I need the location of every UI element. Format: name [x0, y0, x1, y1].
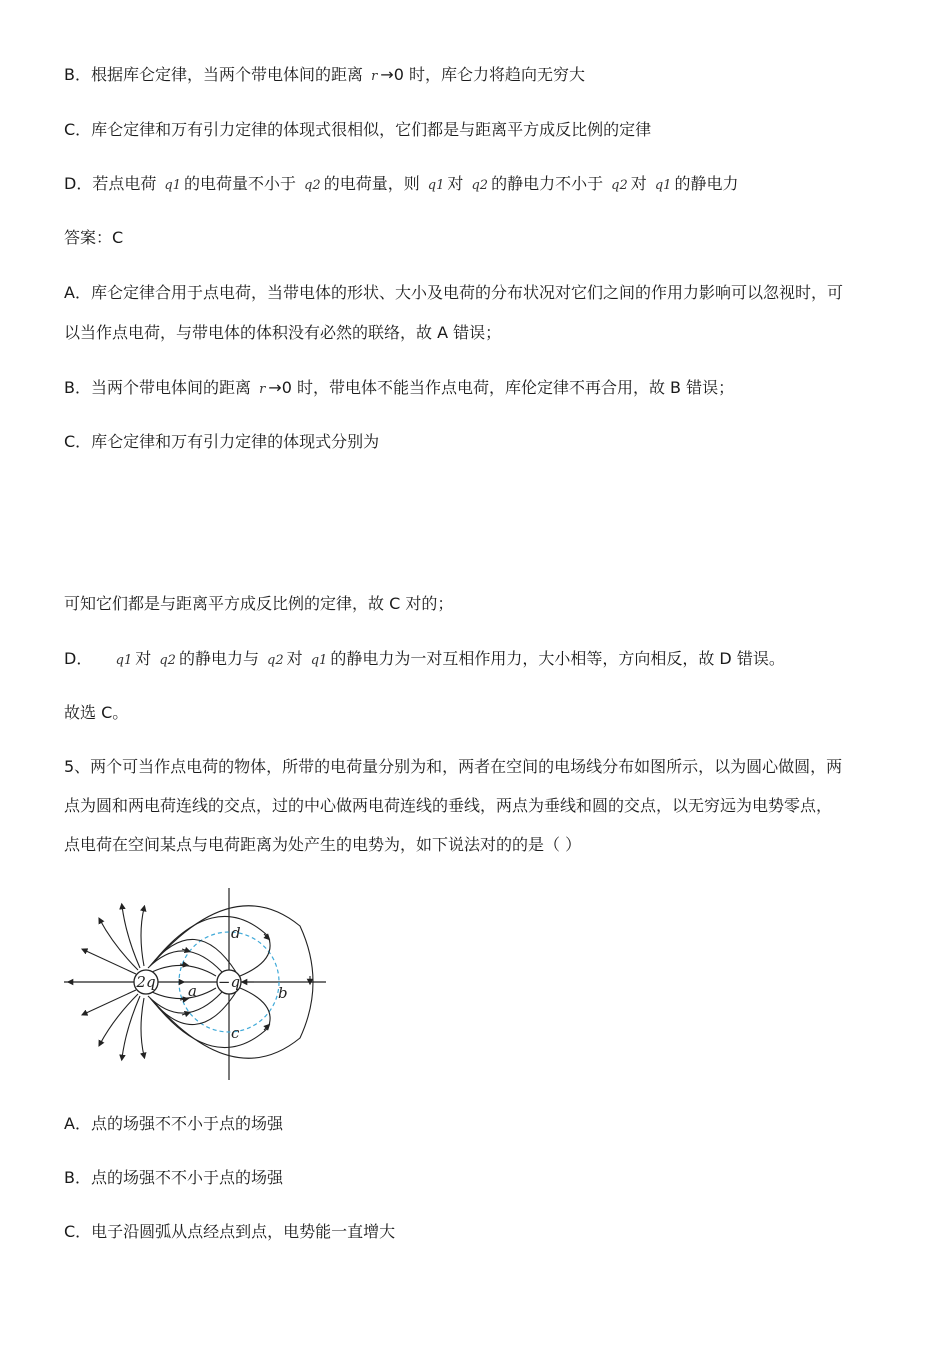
option-d-text: 对	[630, 174, 652, 193]
question-5-line-2: 点为圆和两电荷连线的交点，过的中心做两电荷连线的垂线，两点为垂线和圆的交点，以无穷远为电势零点，	[64, 796, 833, 815]
var-q1: q1	[164, 178, 182, 193]
explanation-d-text: 的静电力与	[178, 649, 265, 668]
explanation-c-conclusion: 可知它们都是与距离平方成反比例的定律，故 C 对的；	[64, 594, 454, 613]
option-b-text-2: →0 时，库仑力将趋向无穷大	[380, 65, 585, 84]
question-5-line-3: 点电荷在空间某点与电荷距离为处产生的电势为，如下说法对的的是（ ）	[64, 835, 582, 854]
var-q1: q1	[310, 653, 328, 668]
explanation-d-text: D．	[64, 649, 113, 668]
option-d-text: 的静电力不小于	[491, 174, 609, 193]
var-r: r	[371, 69, 378, 84]
explanation-b-text-1: B．当两个带电体间的距离	[64, 378, 257, 397]
option-d-text: D．若点电荷	[64, 174, 162, 193]
question-5-line-1: 5、两个可当作点电荷的物体，所带的电荷量分别为和，两者在空间的电场线分布如图所示，以为圆心做圆，两	[64, 757, 843, 776]
option-d-text: 的电荷量不小于	[184, 174, 302, 193]
point-d-label: d	[231, 924, 241, 942]
question-5-option-a: A．点的场强不不小于点的场强	[64, 1114, 283, 1133]
question-5-option-c: C．电子沿圆弧从点经点到点，电势能一直增大	[64, 1222, 396, 1241]
var-r: r	[259, 382, 266, 397]
var-q2: q2	[267, 653, 284, 668]
point-b-label: b	[278, 984, 288, 1002]
option-d-text: 的静电力	[674, 174, 739, 193]
point-a-label: a	[188, 982, 197, 1000]
outward-field-lines	[70, 906, 144, 1058]
electric-field-figure	[64, 886, 330, 1082]
question-5-option-b: B．点的场强不不小于点的场强	[64, 1168, 283, 1187]
option-b-text-1: B．根据库仑定律，当两个带电体间的距离	[64, 65, 369, 84]
option-d	[64, 173, 738, 197]
option-d-text: 对	[447, 174, 469, 193]
choose-line: 故选 C。	[64, 703, 129, 722]
option-c: C．库仑定律和万有引力定律的体现式很相似，它们都是与距离平方成反比例的定律	[64, 120, 652, 139]
var-q2: q2	[304, 178, 321, 193]
explanation-c: C．库仑定律和万有引力定律的体现式分别为	[64, 432, 380, 451]
charge-neg-q-label: −q	[217, 973, 241, 991]
explanation-a-2: 以当作点电荷，与带电体的体积没有必然的联络，故 A 错误；	[64, 323, 502, 342]
explanation-a-1: A．库仑定律合用于点电荷，当带电体的形状、大小及电荷的分布状况对它们之间的作用力影响可以忽视时，可	[64, 283, 843, 302]
var-q1: q1	[654, 178, 672, 193]
explanation-d-text: 对	[286, 649, 308, 668]
explanation-b-text-2: →0 时，带电体不能当作点电荷，库伦定律不再合用，故 B 错误；	[268, 378, 735, 397]
var-q2: q2	[611, 178, 628, 193]
option-b	[64, 64, 585, 88]
explanation-d-text: 对	[135, 649, 157, 668]
explanation-b	[64, 377, 734, 401]
var-q1: q1	[427, 178, 445, 193]
var-q2: q2	[471, 178, 489, 193]
answer-line: 答案：C	[64, 228, 124, 247]
charge-2q-label: 2q	[136, 973, 156, 991]
var-q2: q2	[159, 653, 176, 668]
explanation-d-text: 的静电力为一对互相作用力，大小相等，方向相反，故 D 错误。	[330, 649, 785, 668]
field-lines-svg	[64, 886, 330, 1082]
var-q1: q1	[115, 653, 133, 668]
option-d-text: 的电荷量，则	[323, 174, 425, 193]
point-c-label: c	[231, 1024, 240, 1042]
explanation-d	[64, 648, 785, 672]
